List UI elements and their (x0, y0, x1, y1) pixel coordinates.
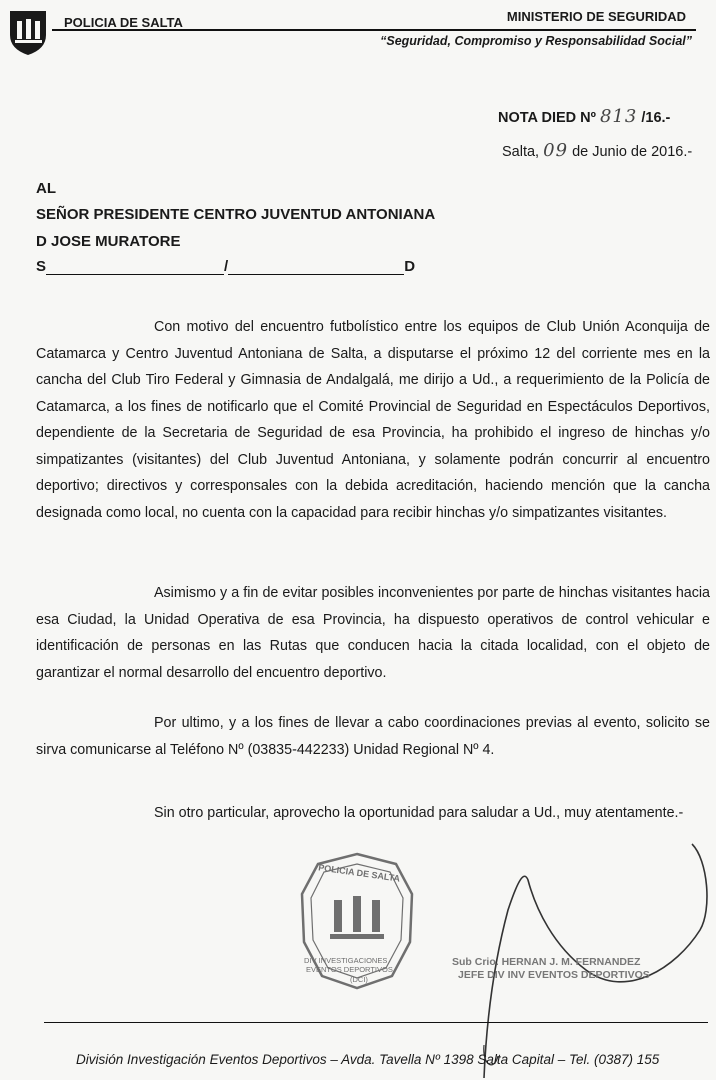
org-name-left: POLICIA DE SALTA (64, 15, 183, 30)
note-date (502, 140, 692, 161)
note-number (498, 106, 670, 127)
signer-title: JEFE DIV INV EVENTOS DEPORTIVOS (458, 969, 650, 981)
note-suffix: /16.- (641, 110, 671, 126)
body-paragraph-3: Por ultimo, y a los fines de llevar a cabo coordinaciones previas al evento, solicito se sirva comunicarse al Teléfono Nº (03835-442233) Unidad Regional Nº 4. (36, 715, 710, 758)
header-motto: “Seguridad, Compromiso y Responsabilidad Social” (380, 34, 692, 48)
addressee-s: S (36, 258, 47, 275)
footer-address: División Investigación Eventos Deportivos – Avda. Tavella Nº 1398 Salta Capital – Tel. (0387) 155 (76, 1052, 660, 1067)
body-paragraph-2: Asimismo y a fin de evitar posibles inconvenientes por parte de hinchas visitantes hacia esa Ciudad, la Unidad Operativa de esa Provincia, ha dispuesto operativos de control vehicular e identificación de personas en las Rutas que conducen hacia la citada localidad, con el objeto de garantizar el normal desarrollo del encuentro deportivo. (36, 585, 710, 681)
addressee-al: AL (36, 180, 56, 197)
police-crest-logo (6, 5, 50, 57)
signer-name: Sub Crio. HERNAN J. M. FERNANDEZ (452, 956, 641, 968)
date-suffix: de Junio de 2016.- (572, 144, 693, 160)
addressee-name: D JOSE MURATORE (36, 233, 181, 250)
blank-line-1 (46, 262, 224, 275)
addressee-title: SEÑOR PRESIDENTE CENTRO JUVENTUD ANTONIANA (36, 206, 436, 223)
blank-line-2 (228, 262, 404, 275)
header-divider (52, 29, 696, 31)
body-paragraph-1: Con motivo del encuentro futbolístico entre los equipos de Club Unión Aconquija de Catamarca y Centro Juventud Antoniana de Salta, a disputarse el próximo 12 del corriente mes en la cancha del Club Tiro Federal y Gimnasia de Andalgalá, me dirijo a Ud., a requerimiento de la Policía de Catamarca, a los fines de notificarlo que el Comité Provincial de Seguridad en Espectáculos Deportivos, dependiente de la Secretaria de Seguridad de esa Provincia, ha prohibido el ingreso de hinchas y/o simpatizantes (visitantes) del Club Juventud Antoniana, y solamente podrán concurrir al encuentro deportivo; directivos y corresponsales con la debida acreditación, haciendo mención que la cancha designada como local, no cuenta con la capacidad para recibir hinchas y/o simpatizantes visitantes. (36, 319, 710, 521)
stamp-line-1: DIV INVESTIGACIONES (304, 956, 388, 965)
date-prefix: Salta, (502, 144, 540, 160)
note-number-handwritten: 813 (599, 106, 638, 127)
org-name-right: MINISTERIO DE SEGURIDAD (506, 9, 686, 24)
addressee-d: D (404, 258, 416, 275)
date-day-handwritten: 09 (543, 140, 569, 161)
note-prefix: NOTA DIED Nº (498, 110, 596, 126)
addressee-sd-line (36, 258, 415, 275)
addressee-slash: / (224, 258, 229, 275)
footer-divider (44, 1022, 708, 1023)
stamp-line-2: EVENTOS DEPORTIVOS (306, 965, 393, 974)
handwritten-signature (436, 820, 716, 1080)
body-paragraph-4: Sin otro particular, aprovecho la oportunidad para saludar a Ud., muy atentamente.- (154, 805, 684, 821)
stamp-top-text: POLICIA DE SALTA (317, 862, 401, 884)
stamp-line-3: (DCI) (350, 975, 368, 984)
